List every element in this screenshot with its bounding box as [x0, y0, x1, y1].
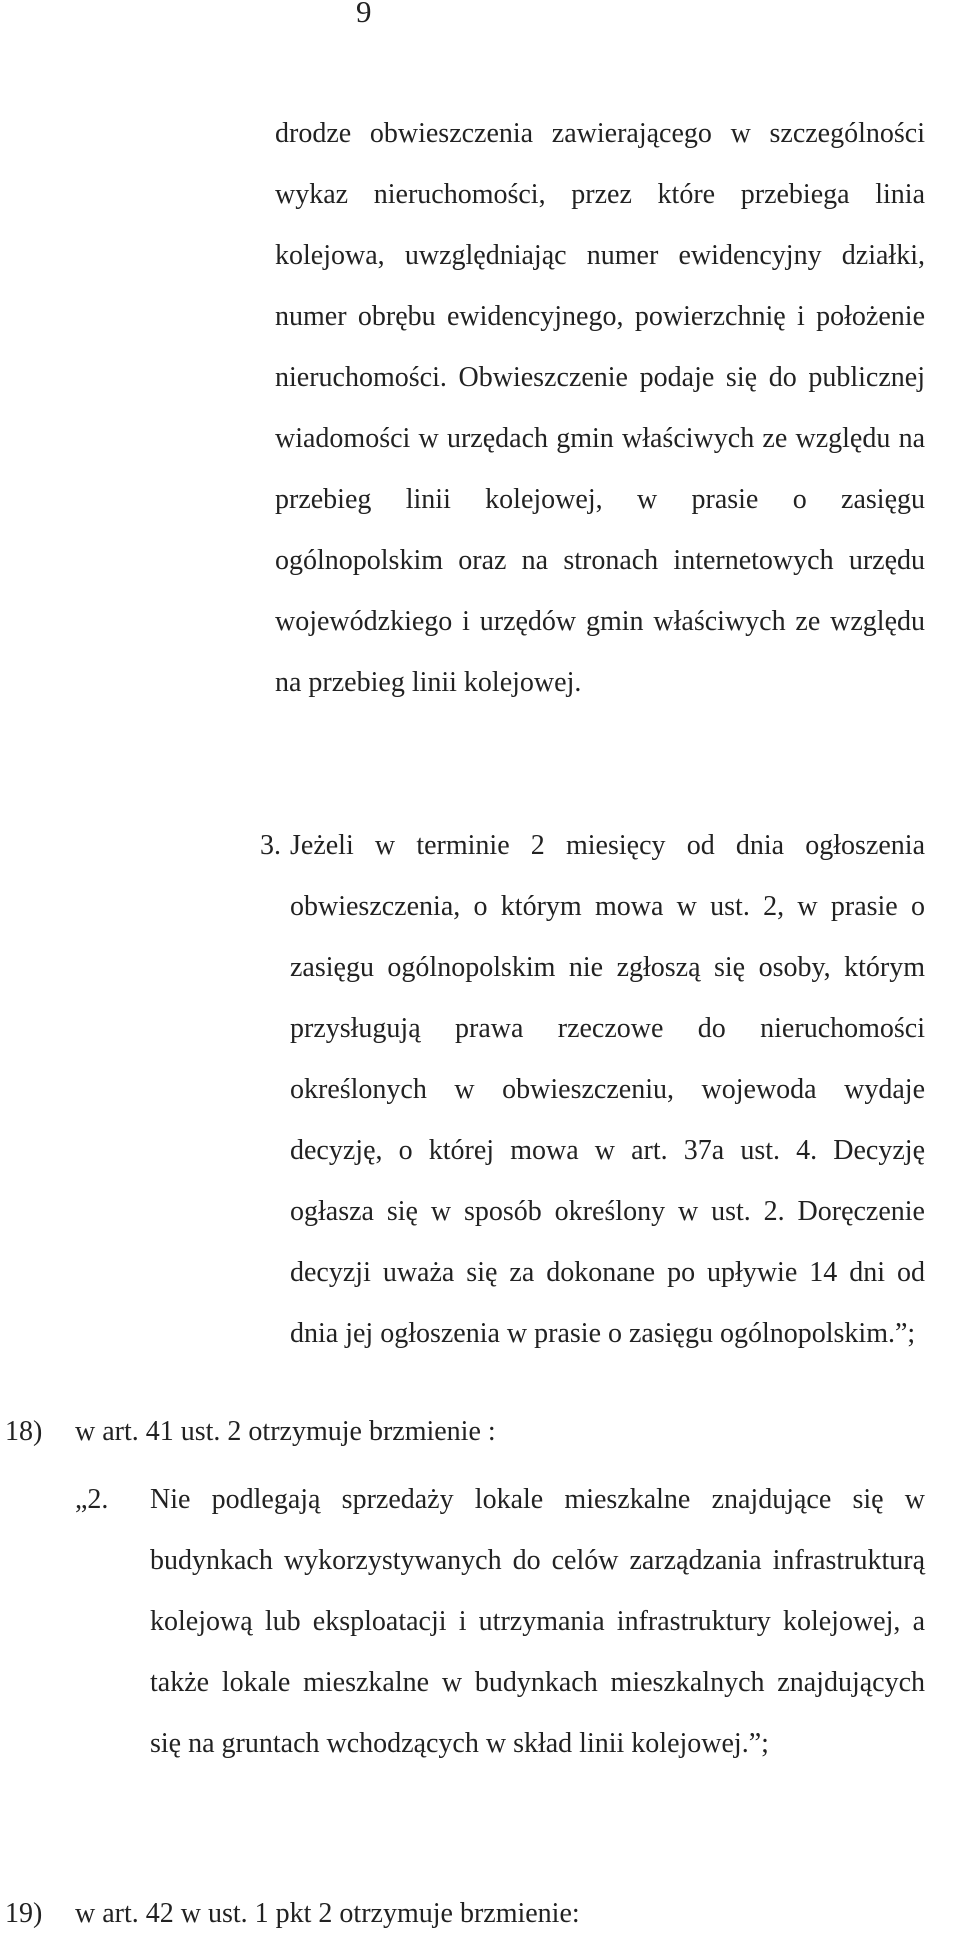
item-18-quote-text: Nie podlegają sprzedaży lokale mieszkalne znajdujące się w budynkach wykorzystywanych do celów zarządzania infrastrukturą kolejową lub eksploatacji i utrzymania infrastruktury kolejowej, a także lokale mieszkalne w budynkach mieszkalnych znajdujących się na gruntach wchodzących w skład linii kolejowej.”;: [150, 1484, 925, 1759]
item-19-number: 19): [5, 1898, 43, 1929]
item-18-number: 18): [5, 1416, 43, 1447]
item-18-quote-number: „2.: [75, 1484, 109, 1515]
item-19-text: w art. 42 w ust. 1 pkt 2 otrzymuje brzmienie:: [75, 1898, 580, 1929]
page-number: 9: [356, 0, 372, 29]
point-3-body: Jeżeli w terminie 2 miesięcy od dnia ogłoszenia obwieszczenia, o którym mowa w ust. 2, w prasie o zasięgu ogólnopolskim nie zgłoszą się osoby, którym przysługują prawa rzeczowe do nieruchomości określonych w obwieszczeniu, wojewoda wydaje decyzję, o której mowa w art. 37a ust. 4. Decyzję ogłasza się w sposób określony w ust. 2. Doręczenie decyzji uważa się za dokonane po upływie 14 dni od dnia jej ogłoszenia w prasie o zasięgu ogólnopolskim.”;: [290, 830, 925, 1349]
point-3-number: 3.: [260, 830, 281, 861]
point-3-text: [290, 815, 925, 1364]
paragraph-continuation: drodze obwieszczenia zawierającego w szczególności wykaz nieruchomości, przez które przebiega linia kolejowa, uwzględniając numer ewidencyjny działki, numer obrębu ewidencyjnego, powierzchnię i położenie nieruchomości. Obwieszczenie podaje się do publicznej wiadomości w urzędach gmin właściwych ze względu na przebieg linii kolejowej, w prasie o zasięgu ogólnopolskim oraz na stronach internetowych urzędu wojewódzkiego i urzędów gmin właściwych ze względu na przebieg linii kolejowej.: [275, 118, 925, 698]
item-18-text: w art. 41 ust. 2 otrzymuje brzmienie :: [75, 1416, 496, 1447]
